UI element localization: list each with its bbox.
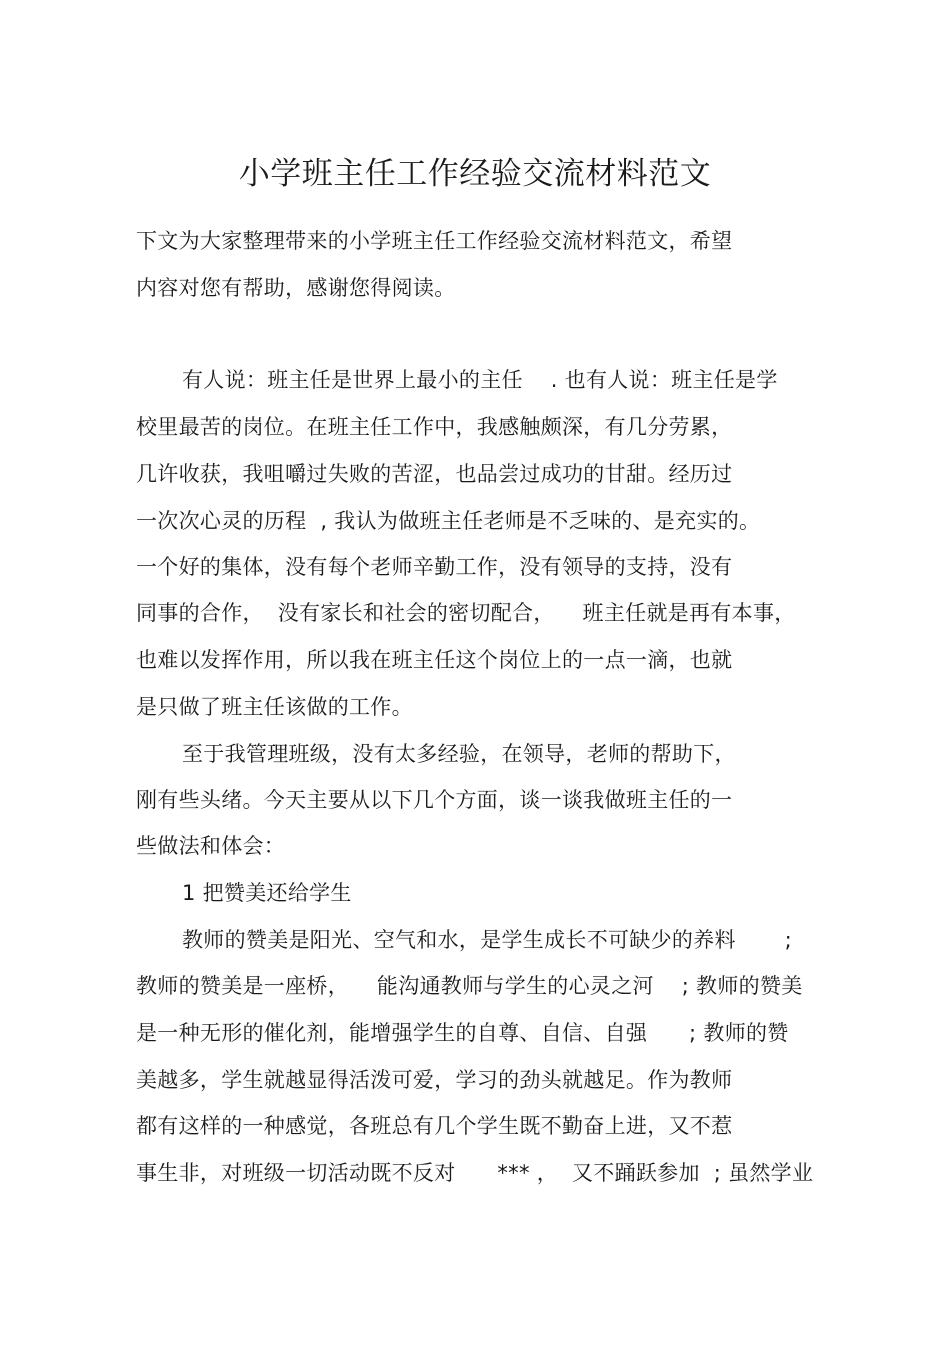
text-line: 有人说：班主任是世界上最小的主任 . 也有人说：班主任是学 [182,368,778,392]
text-line: 些做法和体会： [136,834,286,858]
document-title: 小学班主任工作经验交流材料范文 [238,156,712,192]
text-line: 刚有些头绪。今天主要从以下几个方面，谈一谈我做班主任的一 [136,788,733,812]
text-line: 是一种无形的催化剂，能增强学生的自尊、自信、自强 ; 教师的赞 [136,1021,789,1045]
text-line: 内容对您有帮助，感谢您得阅读。 [136,276,456,300]
text-line: 教师的赞美是一座桥， 能沟通教师与学生的心灵之河 ; 教师的赞美 [136,974,803,998]
text-line: 一个好的集体，没有每个老师辛勤工作，没有领导的支持，没有 [136,555,733,579]
text-line: 一次次心灵的历程 , 我认为做班主任老师是不乏味的、是充实的。 [136,509,761,533]
text-line: 下文为大家整理带来的小学班主任工作经验交流材料范文，希望 [136,229,733,253]
text-line: 同事的合作， 没有家长和社会的密切配合， 班主任就是再有本事， [136,601,796,625]
text-line: 校里最苦的岗位。在班主任工作中，我感触颇深，有几分劳累， [136,415,733,439]
text-line: 都有这样的一种感觉，各班总有几个学生既不勤奋上进，又不惹 [136,1114,733,1138]
text-line: 几许收获，我咀嚼过失败的苦涩，也品尝过成功的甘甜。经历过 [136,462,733,486]
text-line: 也难以发挥作用，所以我在班主任这个岗位上的一点一滴，也就 [136,648,733,672]
text-line: 教师的赞美是阳光、空气和水，是学生成长不可缺少的养料 ; [182,928,792,952]
text-line: 美越多，学生就越显得活泼可爱，学习的劲头就越足。作为教师 [136,1068,733,1092]
text-line: 是只做了班主任该做的工作。 [136,695,413,719]
text-line: 至于我管理班级，没有太多经验，在领导，老师的帮助下， [182,742,736,766]
section-heading: 1 把赞美还给学生 [182,881,352,905]
text-line: 事生非，对班级一切活动既不反对 *** ， 又不踊跃参加 ; 虽然学业 [136,1161,814,1185]
